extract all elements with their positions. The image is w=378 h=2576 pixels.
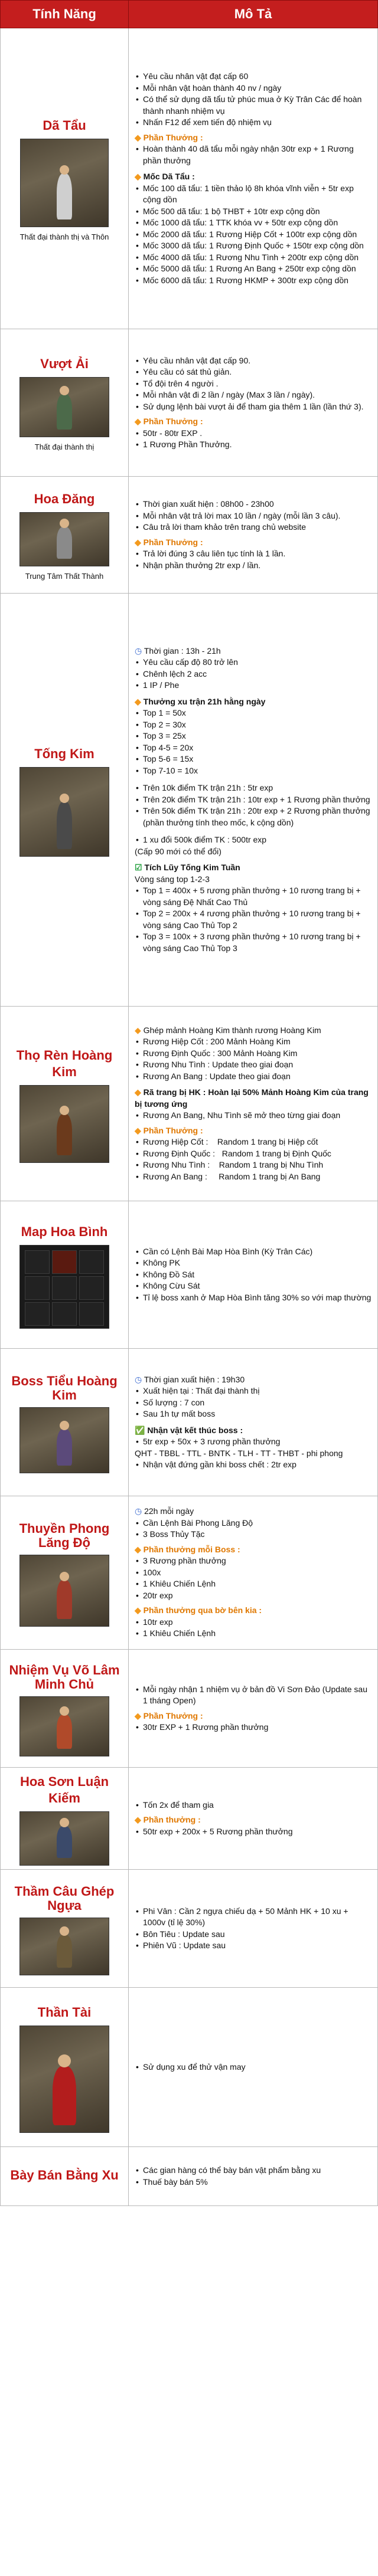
feature-title: Hoa Sơn Luận Kiếm <box>19 1774 109 1805</box>
list-item: • Mốc 3000 dã tẩu: 1 Rương Định Quốc + 150tr exp cộng dồn <box>143 240 373 252</box>
feature-title: Thọ Rèn Hoàng Kim <box>16 1047 113 1079</box>
list-item: • Câu trả lời tham khảo trên trang chủ website <box>143 522 373 533</box>
list-item: • Sau 1h tự mất boss <box>143 1408 373 1420</box>
list-item: • Mốc 4000 dã tẩu: 1 Rương Nhu Tình + 200tr exp cộng dồn <box>143 252 373 264</box>
npc-figure <box>57 394 72 430</box>
npc-head <box>60 1818 69 1827</box>
npc-head <box>60 386 69 395</box>
npc-head <box>60 1926 69 1936</box>
description-cell <box>129 28 378 329</box>
feature-title: Thầm Câu Ghép Ngựa <box>14 1883 115 1913</box>
diamond-icon: ◆ <box>135 1544 141 1554</box>
diamond-icon: ◆ <box>135 696 141 706</box>
npc-head <box>60 1572 69 1581</box>
list-item: • Không Cừu Sát <box>143 1280 373 1292</box>
diamond-icon: ◆ <box>135 172 141 181</box>
reward-heading: ◆ Phần thưởng : <box>135 1815 201 1825</box>
feature-title: Tống Kim <box>34 746 94 761</box>
diamond-icon: ◆ <box>135 1605 141 1615</box>
feature-cell <box>1 1496 129 1650</box>
npc-image <box>19 1555 109 1627</box>
checkbox-icon: ☑ <box>135 863 142 873</box>
list-item: • 1 Rương Phần Thưởng. <box>143 439 373 451</box>
table-row <box>1 1007 378 1201</box>
list-item: • Bôn Tiêu : Update sau <box>143 1929 373 1941</box>
list-item: • Top 4-5 = 20x <box>143 742 373 754</box>
diamond-icon: ◆ <box>135 1025 141 1035</box>
list-item: • Top 1 = 400x + 5 rương phần thưởng + 10 rương trang bị + vòng sáng Đệ Nhất Cao Thủ <box>143 885 373 908</box>
note-text: Vòng sáng top 1-2-3 <box>135 874 210 884</box>
table-row <box>1 1870 378 1988</box>
description-cell <box>129 2147 378 2206</box>
feature-caption: Thất đại thành thị <box>34 443 94 451</box>
list-item: • Yêu cầu nhân vật đạt cấp 60 <box>143 71 373 83</box>
dismantle-heading: ◆ Rã trang bị HK : Hoàn lại 50% Mảnh Hoàng Kim của trang bị tương ứng <box>135 1087 369 1109</box>
reward-heading: ◆ Phần Thưởng : <box>135 417 203 426</box>
table-header <box>1 1 378 28</box>
npc-figure <box>57 1114 72 1155</box>
description-cell <box>129 1870 378 1988</box>
kill-heading: ✅ Nhận vật kết thúc boss : <box>135 1425 243 1435</box>
description-cell <box>129 1768 378 1870</box>
list-item: • 1 xu đổi 500k điểm TK : 500tr exp <box>143 834 373 846</box>
list-item: • Mốc 6000 dã tẩu: 1 Rương HKMP + 300tr exp cộng dồn <box>143 275 373 287</box>
table-row <box>1 477 378 594</box>
feature-title: Bày Bán Bằng Xu <box>10 2167 119 2182</box>
list-item: • Yêu cầu nhân vật đạt cấp 90. <box>143 355 373 367</box>
npc-image <box>19 377 109 437</box>
description-cell <box>129 594 378 1007</box>
feature-caption: Trung Tâm Thất Thành <box>25 572 104 581</box>
feature-cell <box>1 28 129 329</box>
list-item: • Mỗi nhân vật trả lời max 10 lần / ngày (mỗi lần 3 câu). <box>143 510 373 522</box>
npc-figure <box>57 1580 72 1619</box>
list-item: • 20tr exp <box>143 1590 373 1602</box>
note-text: (Cấp 90 mới có thể đổi) <box>135 846 221 856</box>
reward-heading: ◆ Phần Thưởng : <box>135 132 203 142</box>
table-row <box>1 1768 378 1870</box>
clock-icon: ◷ <box>135 1374 142 1384</box>
diamond-icon: ◆ <box>135 1125 141 1135</box>
npc-image <box>19 1811 109 1866</box>
list-item: • 100x <box>143 1567 373 1579</box>
list-item: • 50tr - 80tr EXP . <box>143 428 373 440</box>
list-item: • Nhận vật đứng gần khi boss chết : 2tr exp <box>143 1459 373 1471</box>
feature-cell <box>1 1870 129 1988</box>
npc-image <box>19 512 109 566</box>
reward-heading: ◆ Phần Thưởng : <box>135 1125 203 1135</box>
list-item: • Hoàn thành 40 dã tẩu mỗi ngày nhận 30tr exp + 1 Rương phần thưởng <box>143 143 373 166</box>
list-item: • Các gian hàng có thể bày bán vật phẩm bằng xu <box>143 2165 373 2177</box>
list-item: • Cần Lệnh Bài Phong Lăng Độ <box>143 1518 373 1529</box>
feature-title: Vượt Ải <box>40 356 89 371</box>
table-row <box>1 1201 378 1349</box>
feature-cell <box>1 1349 129 1496</box>
milestone-heading: ◆ Mốc Dã Tẩu : <box>135 172 195 181</box>
description-cell <box>129 329 378 477</box>
description-cell <box>129 1201 378 1349</box>
list-item: • Không Đồ Sát <box>143 1269 373 1281</box>
description-cell <box>129 1007 378 1201</box>
list-item: • Top 1 = 50x <box>143 707 373 719</box>
feature-caption: Thất đại thành thị và Thôn <box>19 232 109 241</box>
description-cell <box>129 1988 378 2147</box>
feature-title: Thuyền Phong Lăng Độ <box>19 1520 110 1550</box>
npc-image <box>19 767 109 857</box>
diamond-icon: ◆ <box>135 1087 141 1097</box>
reward-heading: ◆ Phần Thưởng : <box>135 537 203 547</box>
table-row <box>1 594 378 1007</box>
combine-heading: ◆ Ghép mảnh Hoàng Kim thành rương Hoàng Kim <box>135 1025 321 1035</box>
time-line: ◷ Thời gian : 13h - 21h <box>135 645 221 656</box>
list-item: • 3 Boss Thủy Tặc <box>143 1529 373 1541</box>
reward-heading: ◆ Phần Thưởng : <box>135 1710 203 1720</box>
list-item: • Rương Nhu Tình : Update theo giai đoạn <box>143 1059 373 1071</box>
list-item: • Top 2 = 200x + 4 rương phần thưởng + 10 rương trang bị + vòng sáng Cao Thủ Top 2 <box>143 908 373 931</box>
list-item: • Mỗi nhân vật đi 2 lần / ngày (Max 3 lần / ngày). <box>143 389 373 401</box>
list-item: • Không PK <box>143 1257 373 1269</box>
list-item: • Mốc 1000 dã tẩu: 1 TTK khóa vv + 50tr exp cộng dồn <box>143 217 373 229</box>
time-line: ◷ Thời gian xuất hiện : 19h30 <box>135 1374 245 1384</box>
description-cell <box>129 1496 378 1650</box>
list-item: • Mốc 500 dã tẩu: 1 bộ THBT + 10tr exp cộng dồn <box>143 206 373 218</box>
inventory-grid-image <box>19 1245 109 1329</box>
feature-title: Dã Tẩu <box>43 118 86 133</box>
list-item: • Phi Vân : Cần 2 ngựa chiếu dạ + 50 Mảnh HK + 10 xu + 1000v (tỉ lệ 30%) <box>143 1906 373 1929</box>
list-item: • Top 3 = 25x <box>143 730 373 742</box>
clock-icon: ◷ <box>135 1506 142 1516</box>
feature-cell <box>1 329 129 477</box>
header-feature: Tính Năng <box>1 1 129 28</box>
feature-title: Hoa Đăng <box>34 491 95 506</box>
reward-heading: ◆ Phần thưởng qua bờ bên kia : <box>135 1605 262 1615</box>
list-item: • Thuế bày bán 5% <box>143 2177 373 2188</box>
list-item: • Rương Định Quốc : Random 1 trang bị Định Quốc <box>143 1148 373 1160</box>
time-line: ◷ 22h mỗi ngày <box>135 1506 194 1516</box>
description-cell <box>129 1349 378 1496</box>
npc-head <box>60 794 69 803</box>
diamond-icon: ◆ <box>135 132 141 142</box>
list-item: • 1 Khiêu Chiến Lệnh <box>143 1578 373 1590</box>
list-item: • Rương Định Quốc : 300 Mảnh Hoàng Kim <box>143 1048 373 1060</box>
diamond-icon: ◆ <box>135 1710 141 1720</box>
daily-heading: ◆ Thưởng xu trận 21h hằng ngày <box>135 696 266 706</box>
npc-figure <box>57 1935 72 1968</box>
list-item: • 1 Khiêu Chiến Lệnh <box>143 1628 373 1640</box>
list-item: • Mỗi ngày nhận 1 nhiệm vụ ở bản đồ Vi Sơn Đảo (Update sau 1 tháng Open) <box>143 1684 373 1707</box>
diamond-icon: ◆ <box>135 537 141 547</box>
npc-figure <box>57 802 72 849</box>
table-row <box>1 1650 378 1768</box>
list-item: • Top 7-10 = 10x <box>143 765 373 777</box>
list-item: • Rương An Bang : Random 1 trang bị An Bang <box>143 1171 373 1183</box>
feature-cell <box>1 1988 129 2147</box>
list-item: • Yêu cầu cấp độ 80 trở lên <box>143 657 373 668</box>
list-item: • Sử dụng lệnh bài vượt ải để tham gia thêm 1 lần (lần thứ 3). <box>143 401 373 413</box>
table-row <box>1 1496 378 1650</box>
list-item: • Sử dụng xu để thử vận may <box>143 2062 373 2073</box>
npc-figure <box>57 527 72 559</box>
table-row <box>1 329 378 477</box>
list-item: • Xuất hiện tại : Thất đại thành thị <box>143 1385 373 1397</box>
feature-cell <box>1 2147 129 2206</box>
list-item: • Mốc 100 dã tẩu: 1 tiền thảo lộ 8h khóa vĩnh viễn + 5tr exp cộng dồn <box>143 183 373 206</box>
feature-title: Thần Tài <box>37 2004 92 2020</box>
npc-figure <box>53 2066 76 2125</box>
list-item: • 30tr EXP + 1 Rương phần thưởng <box>143 1722 373 1733</box>
npc-figure <box>57 1429 72 1466</box>
diamond-icon: ◆ <box>135 417 141 426</box>
table-row <box>1 28 378 329</box>
description-cell <box>129 1650 378 1768</box>
list-item: • Yêu cầu có sát thủ giản. <box>143 366 373 378</box>
npc-figure <box>57 173 72 219</box>
npc-image <box>19 2026 109 2133</box>
list-item: • Trên 10k điểm TK trận 21h : 5tr exp <box>143 782 373 794</box>
list-item: • Tổ đội trên 4 người . <box>143 378 373 390</box>
list-item: • Cần có Lệnh Bài Map Hòa Bình (Kỳ Trân Các) <box>143 1246 373 1258</box>
feature-cell <box>1 1768 129 1870</box>
feature-cell <box>1 594 129 1007</box>
list-item: • Tốn 2x để tham gia <box>143 1800 373 1811</box>
list-item: • Mỗi nhân vật hoàn thành 40 nv / ngày <box>143 83 373 94</box>
npc-head <box>58 2054 71 2067</box>
header-description: Mô Tả <box>129 1 378 28</box>
weekly-heading: ☑ Tích Lũy Tống Kim Tuần <box>135 863 240 873</box>
list-item: • Top 3 = 100x + 3 rương phần thưởng + 10 rương trang bị + vòng sáng Cao Thủ Top 3 <box>143 931 373 954</box>
list-item: • Top 2 = 30x <box>143 719 373 731</box>
feature-cell <box>1 1201 129 1349</box>
list-item: • Top 5-6 = 15x <box>143 753 373 765</box>
npc-image <box>19 1085 109 1163</box>
list-item: • Nhận phần thưởng 2tr exp / lần. <box>143 560 373 572</box>
table-row <box>1 2147 378 2206</box>
feature-cell <box>1 1007 129 1201</box>
list-item: • 5tr exp + 50x + 3 rương phần thưởng <box>143 1436 373 1448</box>
feature-cell <box>1 1650 129 1768</box>
list-item: • Trên 20k điểm TK trận 21h : 10tr exp + 1 Rương phần thưởng <box>143 794 373 806</box>
clock-icon: ◷ <box>135 645 142 656</box>
npc-head <box>60 1106 69 1115</box>
list-item: • Số lượng : 7 con <box>143 1397 373 1409</box>
list-item: • Rương Nhu Tình : Random 1 trang bị Nhu Tình <box>143 1159 373 1171</box>
list-item: • 10tr exp <box>143 1617 373 1628</box>
feature-title: Nhiệm Vụ Võ Lâm Minh Chủ <box>9 1662 120 1692</box>
list-item: • Tỉ lệ boss xanh ở Map Hòa Bình tăng 30% so với map thường <box>143 1292 373 1304</box>
feature-title: Boss Tiểu Hoàng Kim <box>11 1373 118 1402</box>
list-item: • 1 IP / Phe <box>143 680 373 691</box>
table-row <box>1 1988 378 2147</box>
list-item: • Rương An Bang : Update theo giai đoạn <box>143 1071 373 1083</box>
feature-title: Map Hoa Bình <box>21 1224 108 1239</box>
npc-image <box>19 1407 109 1473</box>
npc-head <box>60 519 69 528</box>
npc-image <box>20 139 109 227</box>
list-item: • Mốc 5000 dã tẩu: 1 Rương An Bang + 250tr exp cộng dồn <box>143 263 373 275</box>
list-item: • Trên 50k điểm TK trận 21h : 20tr exp + 2 Rương phần thưởng (phần thưởng tính theo mốc, k cộng dồn) <box>143 805 373 828</box>
list-item: • 50tr exp + 200x + 5 Rương phần thưởng <box>143 1826 373 1838</box>
note-text: QHT - TBBL - TTL - BNTK - TLH - TT - THBT - phi phong <box>135 1448 343 1458</box>
list-item: • Thời gian xuất hiện : 08h00 - 23h00 <box>143 499 373 510</box>
list-item: • Phiên Vũ : Update sau <box>143 1940 373 1952</box>
list-item: • Mốc 2000 dã tẩu: 1 Rương Hiệp Cốt + 100tr exp cộng dồn <box>143 229 373 241</box>
list-item: • Rương Hiệp Cốt : 200 Mảnh Hoàng Kim <box>143 1036 373 1048</box>
list-item: • Chênh lệch 2 acc <box>143 668 373 680</box>
list-item: • Rương An Bang, Nhu Tình sẽ mở theo từng giai đoạn <box>143 1110 373 1122</box>
table-row <box>1 1349 378 1496</box>
list-item: • 3 Rương phần thưởng <box>143 1555 373 1567</box>
npc-head <box>60 1421 69 1430</box>
list-item: • Rương Hiệp Cốt : Random 1 trang bị Hiệp cốt <box>143 1136 373 1148</box>
list-item: • Có thể sử dụng dã tẩu tử phúc mua ở Kỳ Trân Các để hoàn thành nhanh nhiệm vụ <box>143 94 373 117</box>
npc-head <box>60 165 69 175</box>
list-item: • Trả lời đúng 3 câu liên tục tính là 1 lần. <box>143 548 373 560</box>
check-icon: ✅ <box>135 1425 145 1435</box>
reward-heading: ◆ Phần thưởng mỗi Boss : <box>135 1544 240 1554</box>
npc-figure <box>57 1715 72 1749</box>
description-cell <box>129 477 378 594</box>
npc-image <box>19 1918 109 1975</box>
npc-figure <box>57 1826 72 1858</box>
list-item: • Nhấn F12 để xem tiến độ nhiệm vụ <box>143 117 373 129</box>
diamond-icon: ◆ <box>135 1815 141 1825</box>
npc-image <box>19 1696 109 1756</box>
feature-cell <box>1 477 129 594</box>
npc-head <box>60 1706 69 1716</box>
